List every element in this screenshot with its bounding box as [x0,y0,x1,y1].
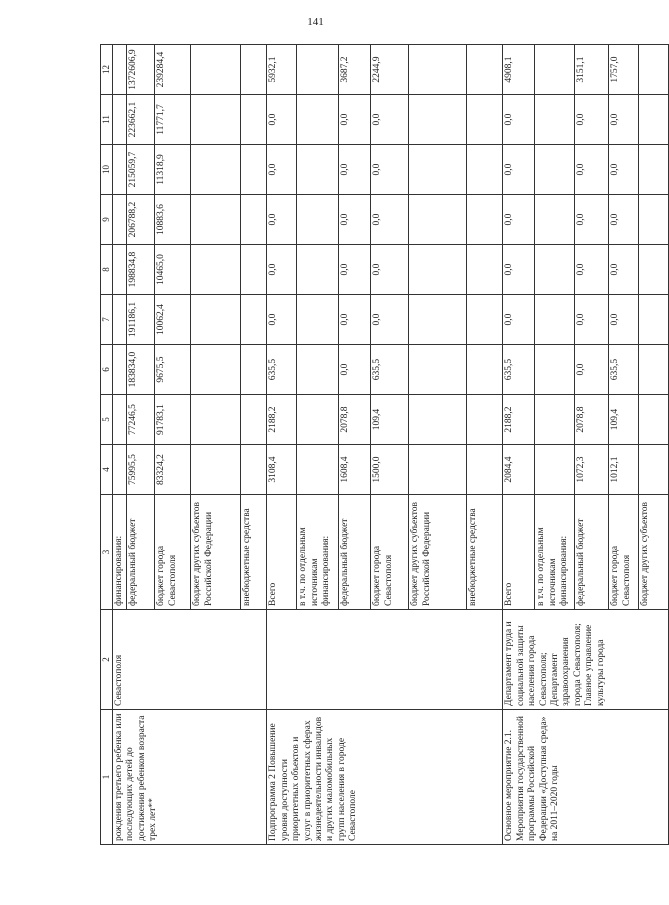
amount-cell [297,145,339,195]
amount-cell [409,345,467,395]
amount-cell [297,445,339,495]
amount-cell [191,145,241,195]
amount-cell: 223662,1 [127,95,155,145]
amount-cell: 0,0 [371,245,409,295]
amount-cell [409,95,467,145]
amount-cell [409,445,467,495]
amount-cell: 3108,4 [267,445,297,495]
program-name-cell: Подпрограмма 2 Повышение уровня доступности приоритетных объектов и услуг в приоритетных сферах жизнедеятельности инвалидов и других маломобильных групп населения в городе Севастополе [267,710,503,845]
amount-cell [535,195,575,245]
amount-cell [639,45,669,95]
amount-cell [241,295,267,345]
amount-cell [241,145,267,195]
funding-source-cell: федеральный бюджет [127,495,155,610]
amount-cell: 0,0 [371,195,409,245]
amount-cell [535,45,575,95]
amount-cell: 75995,5 [127,445,155,495]
amount-cell: 0,0 [575,195,609,245]
column-header-10: 10 [101,145,113,195]
amount-cell [639,445,669,495]
amount-cell: 2084,4 [503,445,535,495]
funding-source-cell: Всего [267,495,297,610]
funding-source-cell: финансирования: [113,495,127,610]
budget-table [100,44,669,845]
table-row [503,45,535,845]
amount-cell: 239284,4 [155,45,191,95]
program-name-cell: рождения третьего ребенка или последующих детей до достижения ребенком возраста трех лет** [113,710,267,845]
amount-cell: 635,5 [371,345,409,395]
amount-cell: 206788,2 [127,195,155,245]
amount-cell [241,445,267,495]
amount-cell [467,245,503,295]
amount-cell: 3687,2 [339,45,371,95]
amount-cell [297,45,339,95]
program-name-cell: Основное мероприятие 2.1. Мероприятия государственной программы Российской Федерации «Доступная среда» на 2011–2020 годы [503,710,669,845]
amount-cell [535,445,575,495]
amount-cell [113,295,127,345]
amount-cell [639,295,669,345]
amount-cell: 0,0 [503,145,535,195]
amount-cell: 0,0 [503,195,535,245]
amount-cell [297,95,339,145]
funding-source-cell: федеральный бюджет [339,495,371,610]
column-header-1: 1 [101,710,113,845]
amount-cell: 2244,9 [371,45,409,95]
amount-cell: 0,0 [609,295,639,345]
amount-cell [241,95,267,145]
amount-cell [191,245,241,295]
funding-source-cell: в т.ч. по отдельным источникам финансирования: [297,495,339,610]
amount-cell [241,45,267,95]
column-header-3: 3 [101,495,113,610]
amount-cell [113,145,127,195]
amount-cell: 109,4 [371,395,409,445]
amount-cell: 0,0 [575,345,609,395]
amount-cell: 1372606,9 [127,45,155,95]
amount-cell: 0,0 [339,345,371,395]
amount-cell [113,395,127,445]
amount-cell [113,45,127,95]
amount-cell [241,195,267,245]
column-header-6: 6 [101,345,113,395]
table-row [113,45,127,845]
table-header-row [101,45,113,845]
amount-cell [535,95,575,145]
amount-cell: 77246,5 [127,395,155,445]
amount-cell [467,395,503,445]
funding-source-cell: бюджет других субъектов [639,495,669,610]
amount-cell: 11771,7 [155,95,191,145]
amount-cell [113,95,127,145]
page-number: 141 [307,16,324,28]
amount-cell: 0,0 [575,295,609,345]
column-header-5: 5 [101,395,113,445]
amount-cell [191,195,241,245]
column-header-11: 11 [101,95,113,145]
amount-cell: 0,0 [503,295,535,345]
funding-source-cell: бюджет города Севастополя [371,495,409,610]
amount-cell [639,245,669,295]
amount-cell: 0,0 [575,145,609,195]
amount-cell: 635,5 [503,345,535,395]
amount-cell [467,45,503,95]
amount-cell: 4908,1 [503,45,535,95]
column-header-12: 12 [101,45,113,95]
amount-cell [191,45,241,95]
column-header-8: 8 [101,245,113,295]
amount-cell [467,295,503,345]
amount-cell: 0,0 [609,245,639,295]
funding-source-cell: бюджет других субъектов Российской Федерации [409,495,467,610]
amount-cell: 10062,4 [155,295,191,345]
amount-cell [467,195,503,245]
amount-cell [191,95,241,145]
amount-cell [409,45,467,95]
amount-cell: 635,5 [267,345,297,395]
amount-cell: 0,0 [267,95,297,145]
column-header-7: 7 [101,295,113,345]
responsible-executor-cell: Департамент труда и социальной защиты населения города Севастополя; Департамент здравоохранения города Севастополя; Главное управление культуры города [503,610,669,710]
amount-cell: 0,0 [339,145,371,195]
amount-cell: 0,0 [267,245,297,295]
amount-cell [297,245,339,295]
amount-cell [409,295,467,345]
amount-cell [467,145,503,195]
amount-cell [639,145,669,195]
amount-cell: 0,0 [609,195,639,245]
amount-cell: 1012,1 [609,445,639,495]
funding-source-cell: Всего [503,495,535,610]
amount-cell: 183834,0 [127,345,155,395]
table-row [267,45,297,845]
amount-cell: 0,0 [503,245,535,295]
amount-cell: 0,0 [575,245,609,295]
amount-cell: 0,0 [339,195,371,245]
amount-cell [191,395,241,445]
column-header-4: 4 [101,445,113,495]
amount-cell: 0,0 [267,295,297,345]
amount-cell: 0,0 [503,95,535,145]
amount-cell [535,145,575,195]
responsible-executor-cell: Севастополя [113,610,267,710]
amount-cell [297,345,339,395]
amount-cell [191,445,241,495]
amount-cell: 0,0 [371,295,409,345]
amount-cell: 1500,0 [371,445,409,495]
amount-cell: 11318,9 [155,145,191,195]
amount-cell [241,395,267,445]
amount-cell: 83324,2 [155,445,191,495]
amount-cell: 1072,3 [575,445,609,495]
funding-source-cell: внебюджетные средства [241,495,267,610]
amount-cell: 0,0 [371,95,409,145]
amount-cell [297,295,339,345]
amount-cell: 215059,7 [127,145,155,195]
amount-cell: 109,4 [609,395,639,445]
amount-cell [639,345,669,395]
amount-cell [639,95,669,145]
amount-cell [297,395,339,445]
amount-cell: 0,0 [267,145,297,195]
amount-cell: 9675,5 [155,345,191,395]
funding-source-cell: внебюджетные средства [467,495,503,610]
amount-cell [467,445,503,495]
amount-cell: 2078,8 [339,395,371,445]
amount-cell [113,195,127,245]
amount-cell: 5932,1 [267,45,297,95]
amount-cell [535,345,575,395]
amount-cell: 2078,8 [575,395,609,445]
amount-cell [113,245,127,295]
amount-cell [409,395,467,445]
amount-cell [467,345,503,395]
amount-cell: 0,0 [609,95,639,145]
amount-cell: 198834,8 [127,245,155,295]
amount-cell [297,195,339,245]
amount-cell: 0,0 [339,95,371,145]
amount-cell [409,195,467,245]
amount-cell [191,345,241,395]
funding-source-cell: бюджет города Севастополя [609,495,639,610]
amount-cell: 0,0 [339,295,371,345]
amount-cell: 2188,2 [267,395,297,445]
amount-cell [113,345,127,395]
amount-cell [467,95,503,145]
amount-cell [241,245,267,295]
funding-source-cell: бюджет других субъектов Российской Федерации [191,495,241,610]
amount-cell: 91783,1 [155,395,191,445]
amount-cell: 635,5 [609,345,639,395]
amount-cell: 0,0 [267,195,297,245]
funding-source-cell: в т.ч. по отдельным источникам финансирования: [535,495,575,610]
amount-cell: 10465,0 [155,245,191,295]
amount-cell: 2188,2 [503,395,535,445]
amount-cell: 1757,0 [609,45,639,95]
amount-cell [639,195,669,245]
amount-cell [535,395,575,445]
responsible-executor-cell [267,610,503,710]
amount-cell: 0,0 [371,145,409,195]
amount-cell [409,145,467,195]
amount-cell: 0,0 [339,245,371,295]
amount-cell [639,395,669,445]
column-header-2: 2 [101,610,113,710]
amount-cell [409,245,467,295]
amount-cell: 191186,1 [127,295,155,345]
amount-cell [535,295,575,345]
amount-cell: 0,0 [575,95,609,145]
funding-source-cell: бюджет города Севастополя [155,495,191,610]
amount-cell: 1608,4 [339,445,371,495]
rotated-table-container [100,45,651,845]
funding-source-cell: федеральный бюджет [575,495,609,610]
amount-cell: 0,0 [609,145,639,195]
amount-cell [535,245,575,295]
amount-cell [241,345,267,395]
amount-cell: 10883,6 [155,195,191,245]
column-header-9: 9 [101,195,113,245]
amount-cell: 3151,1 [575,45,609,95]
amount-cell [113,445,127,495]
amount-cell [191,295,241,345]
